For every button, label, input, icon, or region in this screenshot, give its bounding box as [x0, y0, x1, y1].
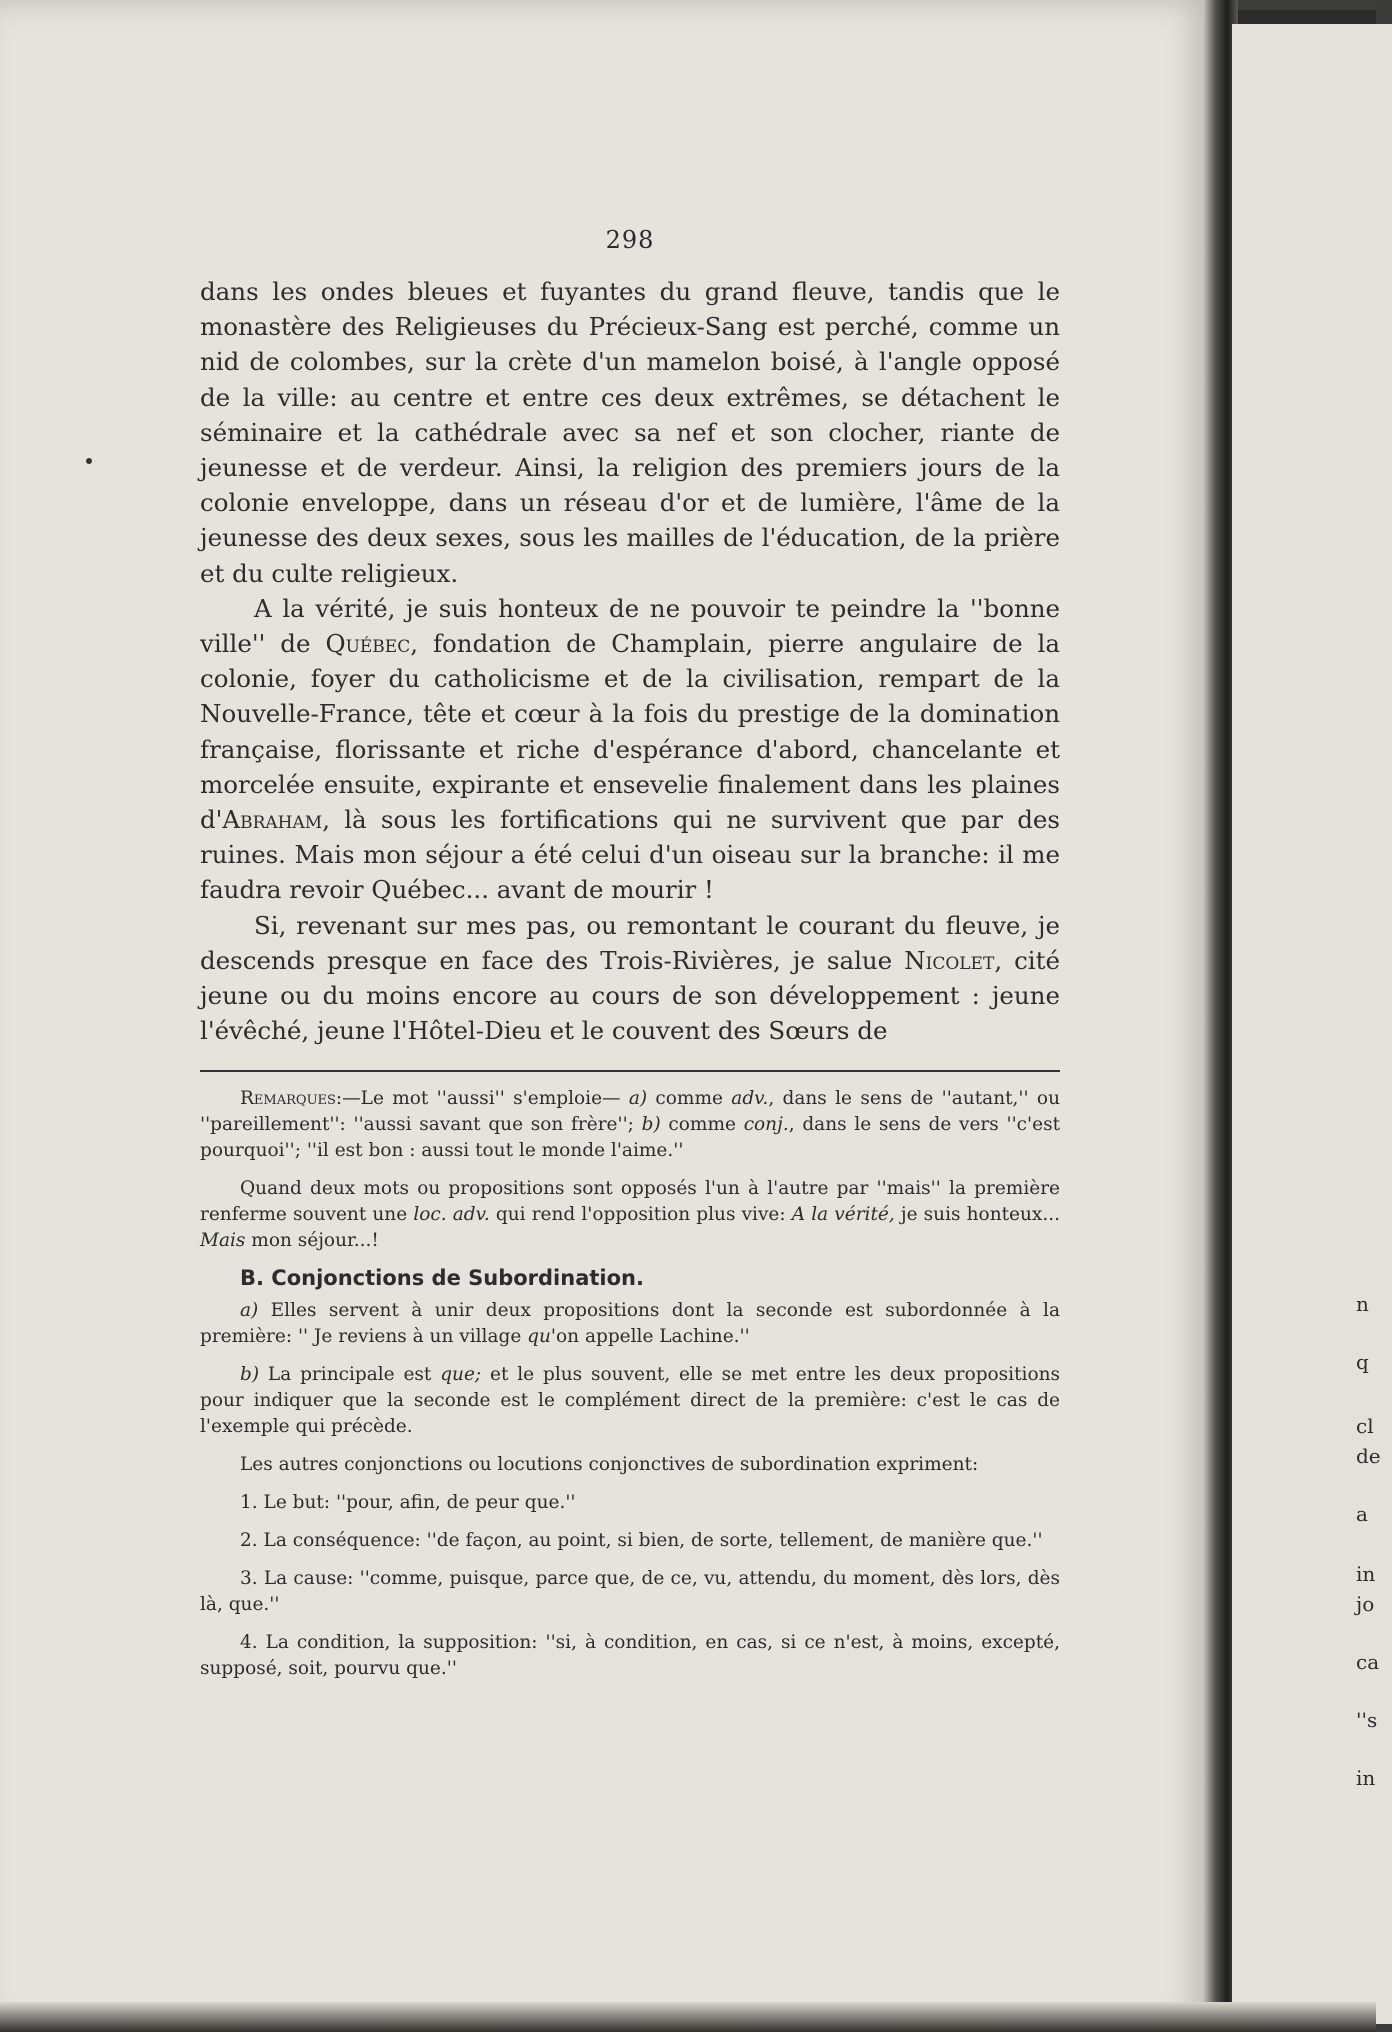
note-text: Quand deux mots ou propositions sont opposés l'un à l'autre par ''mais'' la première renferme souvent une: [200, 1178, 1060, 1226]
note-text: on appelle Lachine.'': [556, 1326, 750, 1348]
right-page-fragment: ca: [1356, 1650, 1380, 1674]
paragraph-2-part: , là sous les fortifications qui ne survivent que par des ruines. Mais mon séjour a été celui d'un oiseau sur la branche: il me faudra revoir Québec... avant de mourir !: [200, 805, 1060, 905]
note-abbrev: conj.: [743, 1114, 789, 1136]
note-text: je suis honteux...: [894, 1204, 1060, 1226]
note-autres: Les autres conjonctions ou locutions conjonctives de subordination expriment:: [240, 1454, 979, 1476]
note-marker: b): [240, 1364, 260, 1386]
section-title: Conjonctions de Subordination.: [271, 1266, 644, 1291]
place-nicolet: Nicolet: [904, 945, 995, 975]
right-page-fragment: a: [1356, 1502, 1368, 1526]
right-page-fragment: jo: [1356, 1592, 1375, 1616]
section-letter: B.: [240, 1266, 264, 1291]
paragraph-2-part: , fondation de Champlain, pierre angulaire de la colonie, foyer du catholicisme et de la civilisation, rempart de la Nouvelle-France, tête et cœur à la fois du prestige de la domination française, florissante et riche d'espérance d'abord, chancelante et morcelée ensuite, expirante et ensevelie finalement dans les plaines d': [200, 629, 1060, 835]
paragraph-3-part: , cité jeune ou du moins encore au cours de son développement : jeune l'évêché, jeune l'Hôtel-Dieu et le couvent des Sœurs de: [200, 945, 1060, 1046]
footnote-divider: [200, 1070, 1060, 1072]
note-example: que;: [440, 1364, 482, 1386]
place-quebec: Québec: [325, 629, 411, 659]
right-page-fragment: ''s: [1356, 1708, 1378, 1732]
note-text: et le plus souvent, elle se met entre les deux propositions pour indiquer que la seconde est le complément direct de la première: c'est le cas de l'exemple qui précède.: [200, 1364, 1060, 1438]
paragraph-3-part: Si, revenant sur mes pas, ou remontant le courant du fleuve, je descends presque en face des Trois-Rivières, je salue: [200, 910, 1060, 975]
right-page-fragment: cl: [1356, 1414, 1374, 1438]
paragraph-1: dans les ondes bleues et fuyantes du grand fleuve, tandis que le monastère des Religieuses du Précieux-Sang est perché, comme un nid de colombes, sur la crète d'un mamelon boisé, à l'angle opposé de la ville: au centre et entre ces deux extrêmes, se détachent le séminaire et la cathédrale avec sa nef et son clocher, riante de jeunesse et de verdeur. Ainsi, la religion des premiers jours de la colonie enveloppe, dans un réseau d'or et de lumière, l'âme de la jeunesse des deux sexes, sous les mailles de l'éducation, de la prière et du culte religieux.: [200, 277, 1060, 588]
note-quand: [200, 1176, 1060, 1254]
paragraph-2: [200, 591, 1060, 908]
note-text: , dans le sens de vers ''c'est pourquoi''; ''il est bon : aussi tout le monde l'aime.'': [200, 1114, 1060, 1162]
note-text: qui rend l'opposition plus vive:: [489, 1204, 792, 1226]
note-example: A la vérité,: [791, 1204, 895, 1226]
place-abraham: Abraham: [222, 805, 323, 835]
list-item-but: 1. Le but: ''pour, afin, de peur que.'': [240, 1492, 576, 1514]
paragraph-3: [200, 908, 1060, 1049]
section-heading: [240, 1266, 1060, 1290]
remarques-label: Remarques:: [240, 1088, 343, 1110]
note-example: Mais: [200, 1230, 246, 1252]
right-page-fragment: in: [1356, 1766, 1376, 1790]
note-marker: b): [641, 1114, 661, 1136]
note-text: —Le mot ''aussi'' s'emploie—: [342, 1088, 629, 1110]
list-item-consequence: 2. La conséquence: ''de façon, au point, si bien, de sorte, tellement, de manière que.'': [240, 1530, 1043, 1552]
note-abbrev: adv.: [731, 1088, 769, 1110]
list-item-cause: 3. La cause: ''comme, puisque, parce que, de ce, vu, attendu, du moment, dès lors, dès là, que.'': [200, 1568, 1060, 1616]
right-page-fragment: n: [1356, 1292, 1369, 1316]
note-example: qu': [527, 1326, 557, 1348]
note-text: comme: [660, 1114, 744, 1136]
note-text: mon séjour...!: [245, 1230, 379, 1252]
page-text: [200, 226, 1060, 1694]
ink-speck: [86, 458, 92, 464]
note-b: [200, 1362, 1060, 1440]
right-page-fragment: in: [1356, 1562, 1376, 1586]
right-page-fragment: de: [1356, 1444, 1381, 1468]
note-abbrev: loc. adv.: [413, 1204, 490, 1226]
note-text: comme: [647, 1088, 732, 1110]
page-number: 298: [605, 226, 655, 254]
note-text: Elles servent à unir deux propositions dont la seconde est subordonnée à la première: '' Je reviens à un village: [200, 1300, 1060, 1348]
note-marker: a): [240, 1300, 259, 1322]
right-page-fragment: q: [1356, 1350, 1369, 1374]
note-text: , dans le sens de ''autant,'' ou ''pareillement'': ''aussi savant que son frère'';: [200, 1088, 1060, 1136]
note-marker: a): [628, 1088, 648, 1110]
scan-bottom-edge: [0, 2002, 1376, 2032]
note-remarques: [200, 1086, 1060, 1164]
paragraph-2-part: A la vérité, je suis honteux de ne pouvoir te peindre la ''bonne ville'' de: [200, 593, 1060, 659]
list-item-condition: 4. La condition, la supposition: ''si, à condition, en cas, si ce n'est, à moins, excepté, supposé, soit, pourvu que.'': [200, 1632, 1060, 1680]
note-a: [200, 1298, 1060, 1350]
note-text: La principale est: [259, 1364, 441, 1386]
